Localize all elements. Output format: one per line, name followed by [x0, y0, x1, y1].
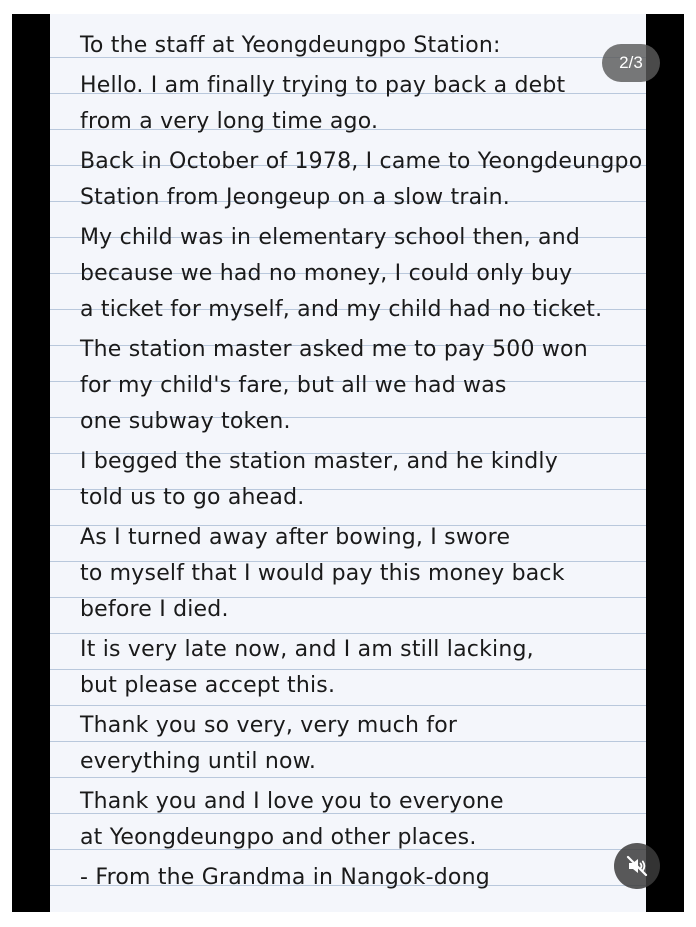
letter-line: told us to go ahead.: [80, 485, 305, 510]
letter-line: everything until now.: [80, 749, 317, 774]
letter-line: Hello. I am finally trying to pay back a debt: [80, 73, 566, 98]
letter-signature: - From the Grandma in Nangok-dong: [80, 865, 490, 890]
speaker-muted-icon: [625, 854, 649, 878]
letter-line: Station from Jeongeup on a slow train.: [80, 185, 510, 210]
letter-paragraph: [80, 708, 640, 780]
letter-line: at Yeongdeungpo and other places.: [80, 825, 477, 850]
letter-line: Thank you and I love you to everyone: [80, 789, 504, 814]
letter-paragraph: [80, 332, 640, 440]
letter-paragraph: [80, 68, 640, 140]
letter-line: My child was in elementary school then, and: [80, 225, 581, 250]
letter-line: a ticket for myself, and my child had no ticket.: [80, 297, 603, 322]
letter-line: one subway token.: [80, 409, 291, 434]
letter-paragraph: [80, 520, 640, 628]
letter-line: Thank you so very, very much for: [80, 713, 458, 738]
letter-greeting-block: [80, 28, 640, 64]
letter-paragraph: [80, 220, 640, 328]
letter-paragraph: [80, 632, 640, 704]
letter-line: I begged the station master, and he kindly: [80, 449, 558, 474]
mute-button[interactable]: [614, 843, 660, 889]
letter-line: It is very late now, and I am still lacking,: [80, 637, 534, 662]
letter-line: Back in October of 1978, I came to Yeongdeungpo: [80, 149, 643, 174]
letter-body: [80, 28, 643, 900]
letter-paragraph: [80, 784, 640, 856]
letter-line: before I died.: [80, 597, 229, 622]
letter-paper: [50, 14, 646, 912]
letter-line: As I turned away after bowing, I swore: [80, 525, 511, 550]
letter-line: The station master asked me to pay 500 won: [80, 337, 588, 362]
letter-greeting: To the staff at Yeongdeungpo Station:: [80, 33, 501, 58]
letter-signature-block: [80, 860, 640, 896]
letter-line: to myself that I would pay this money back: [80, 561, 565, 586]
letter-line: but please accept this.: [80, 673, 336, 698]
letter-line: from a very long time ago.: [80, 109, 379, 134]
letter-line: for my child's fare, but all we had was: [80, 373, 507, 398]
letter-paragraph: [80, 144, 643, 216]
image-viewer-frame: [12, 14, 684, 912]
page-counter-badge: 2/3: [602, 44, 660, 82]
letter-line: because we had no money, I could only buy: [80, 261, 573, 286]
letter-paragraph: [80, 444, 640, 516]
